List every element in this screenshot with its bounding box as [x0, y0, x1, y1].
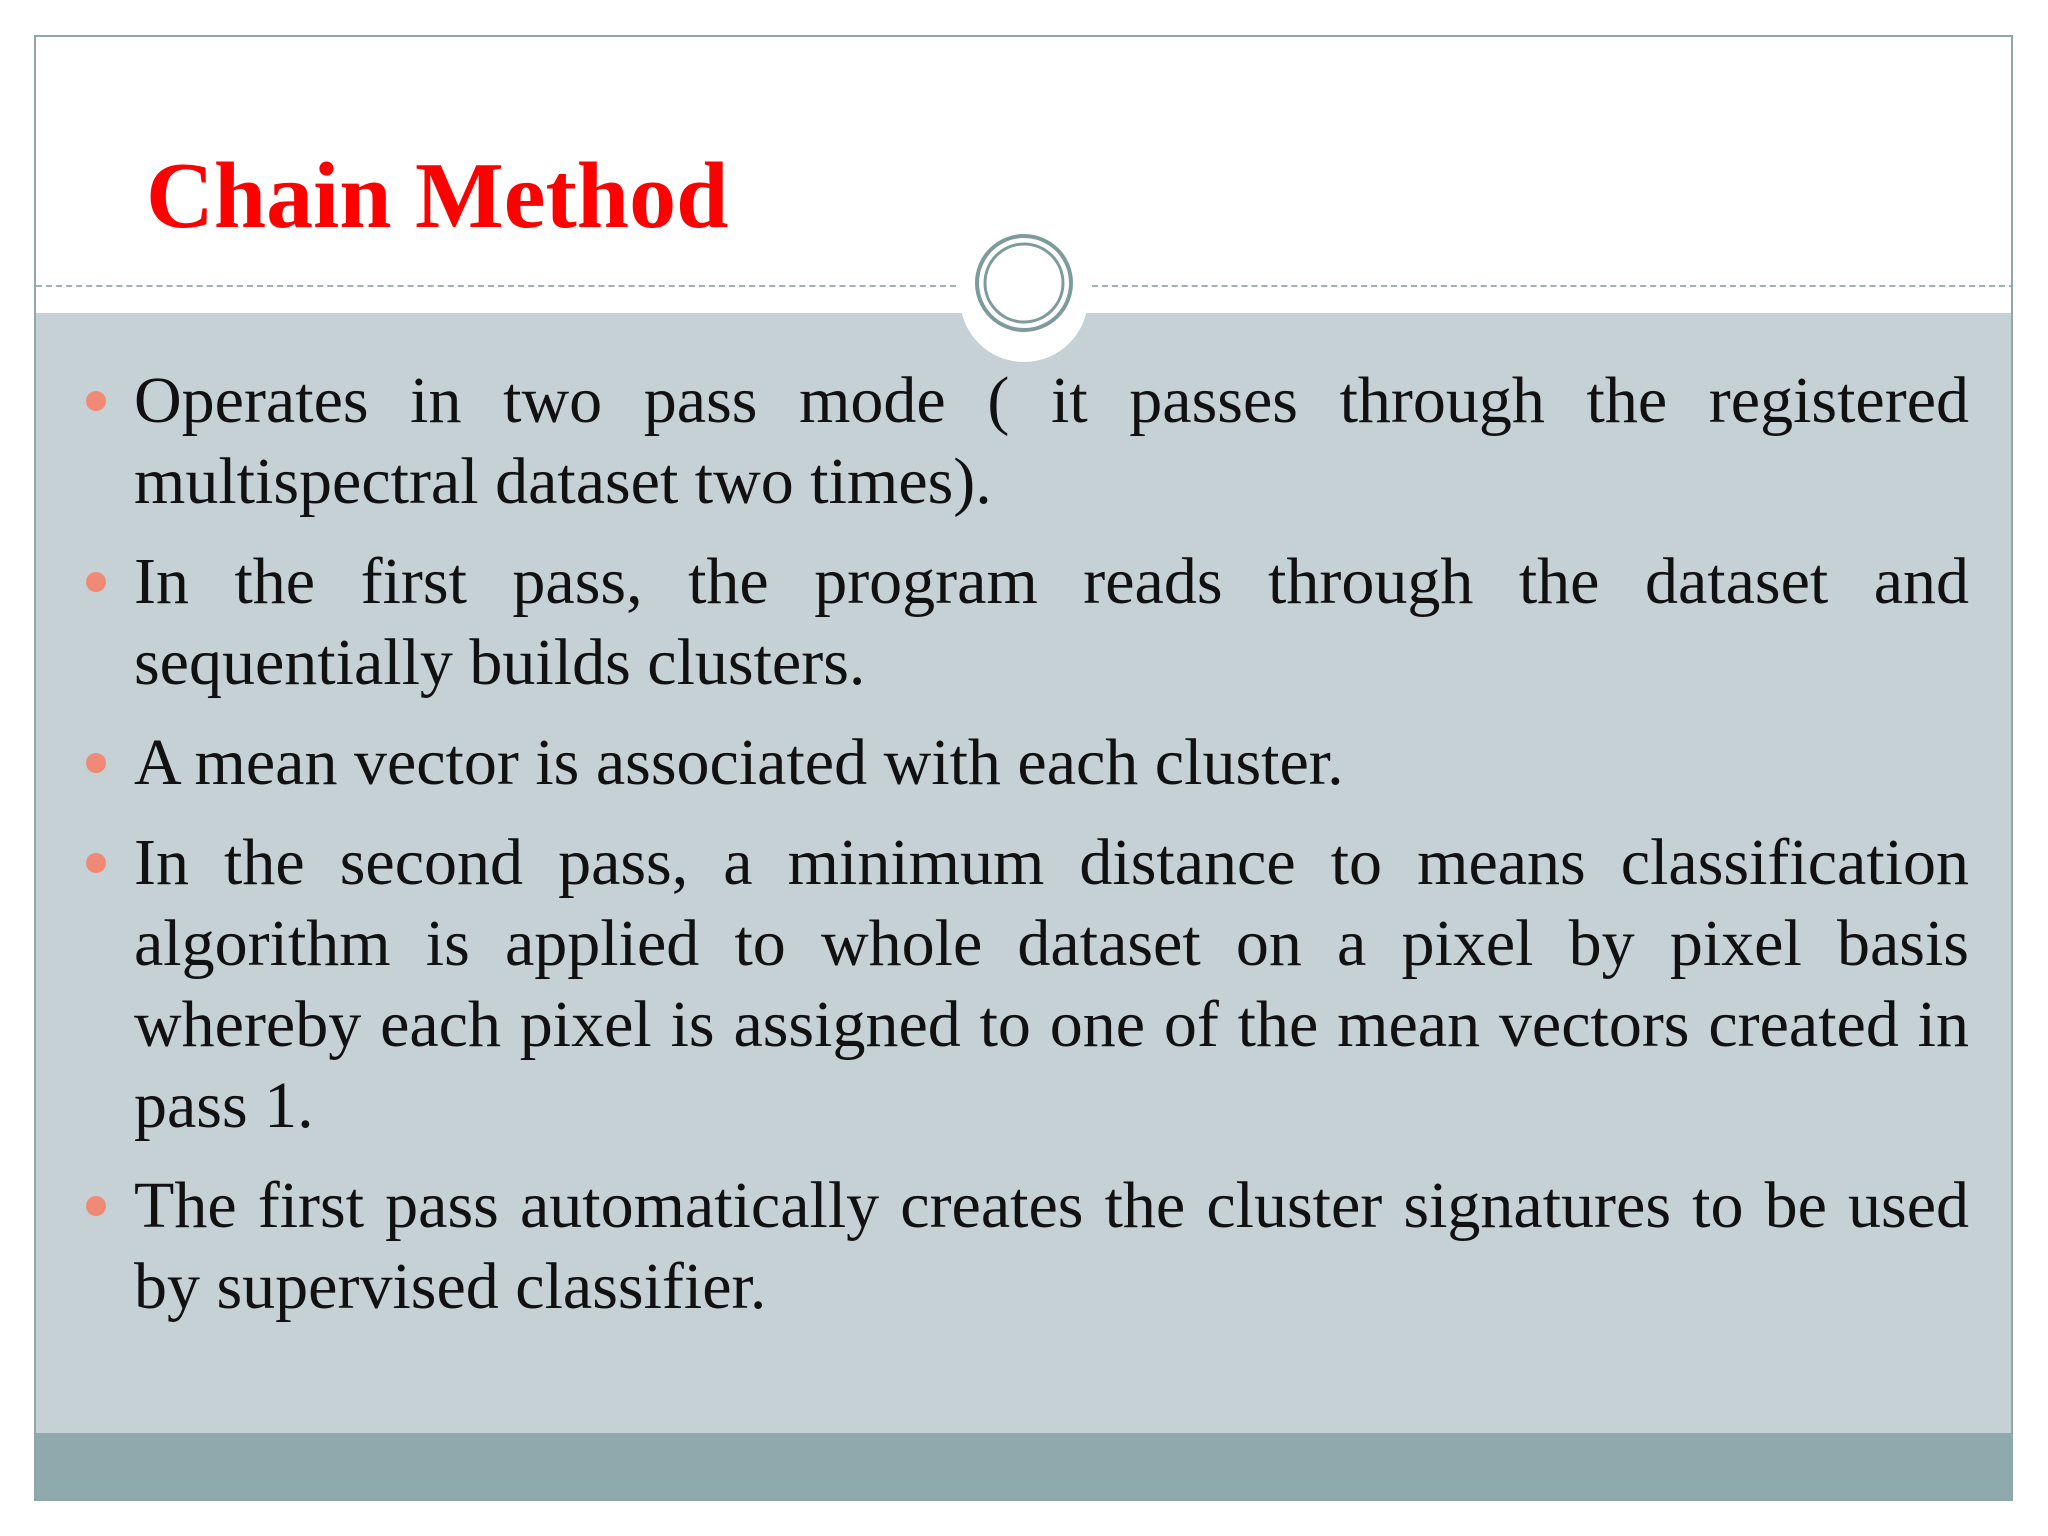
slide — [34, 35, 2013, 1501]
double-ring-circle-icon — [959, 233, 1089, 363]
bullet-dot-icon — [86, 391, 106, 411]
bullet-text: A mean vector is associated with each cluster. — [134, 726, 1344, 799]
bullet-item — [134, 360, 1969, 522]
title-divider-left — [36, 285, 956, 287]
bullet-text: Operates in two pass mode ( it passes through the registered multispectral dataset two times). — [134, 364, 1969, 518]
bullet-item — [134, 1165, 1969, 1327]
footer-band — [36, 1433, 2013, 1501]
bullet-dot-icon — [86, 572, 106, 592]
bullet-dot-icon — [86, 753, 106, 773]
bullet-item — [134, 541, 1969, 703]
bullet-item — [134, 822, 1969, 1146]
bullet-text: In the first pass, the program reads through the dataset and sequentially builds clusters. — [134, 545, 1969, 699]
bullet-text: The first pass automatically creates the cluster signatures to be used by supervised classifier. — [134, 1169, 1969, 1323]
bullet-dot-icon — [86, 853, 106, 873]
bullet-list — [134, 360, 1969, 1346]
title-divider-right — [1092, 285, 2013, 287]
bullet-item — [134, 722, 1969, 803]
slide-title: Chain Method — [146, 144, 729, 248]
bullet-text: In the second pass, a minimum distance to means classification algorithm is applied to whole dataset on a pixel by pixel basis whereby each pixel is assigned to one of the mean vectors created in pass 1. — [134, 826, 1969, 1142]
bullet-dot-icon — [86, 1196, 106, 1216]
